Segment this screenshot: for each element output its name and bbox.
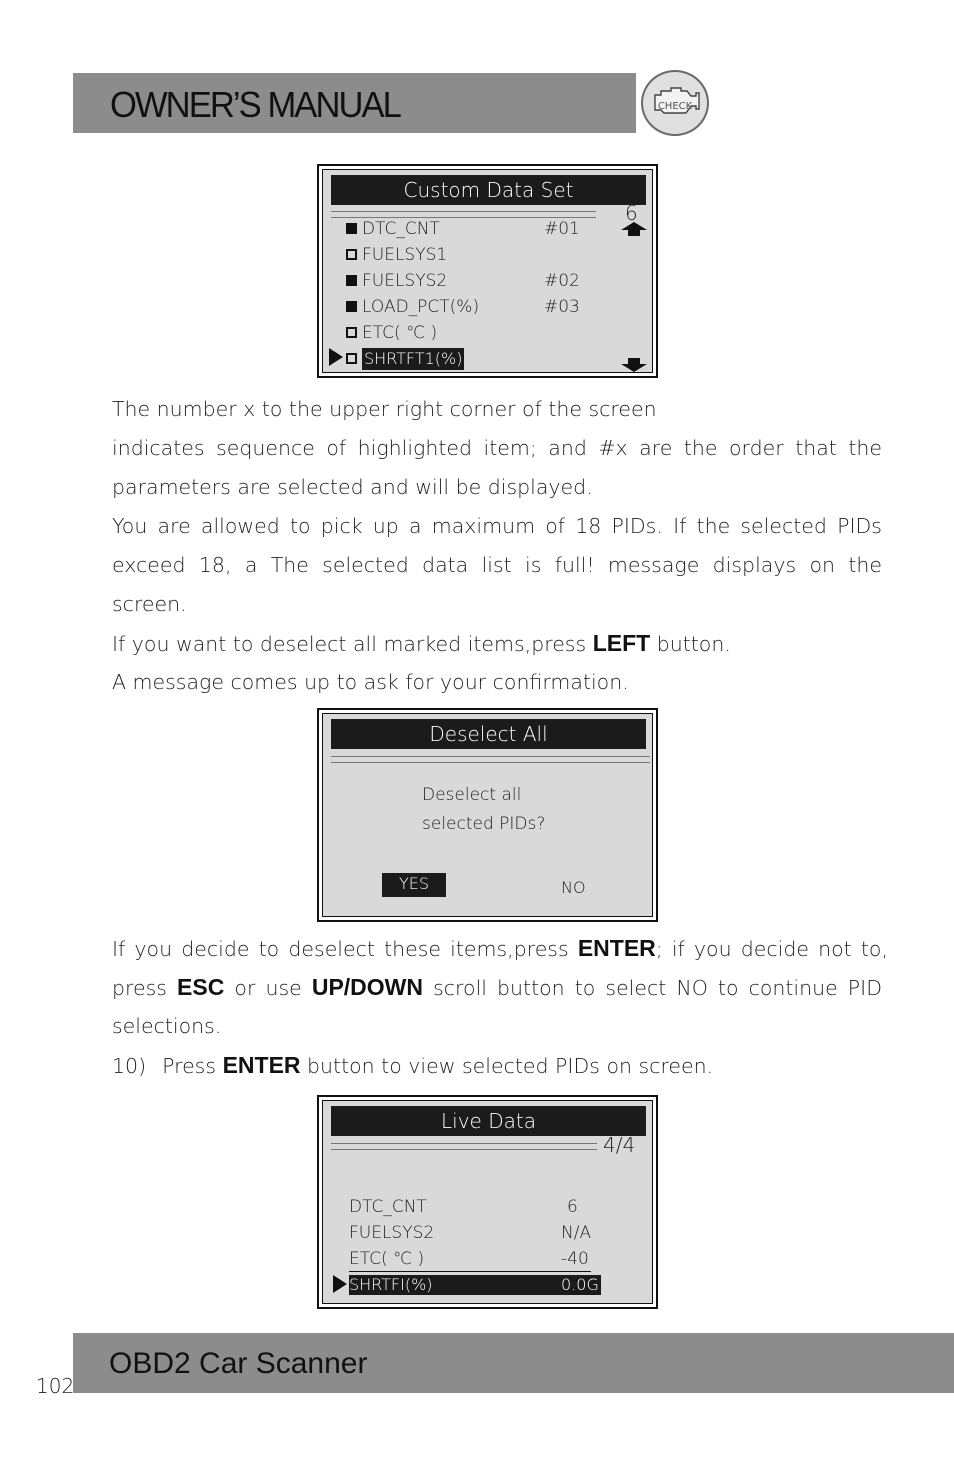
manual-title: OWNER’S MANUAL [110, 84, 400, 125]
unselected-checkbox[interactable] [346, 353, 357, 364]
enter-button-name: ENTER [222, 1052, 301, 1078]
selected-checkbox[interactable] [346, 301, 357, 312]
screen-display [322, 713, 653, 917]
custom-data-set-screen [317, 164, 658, 378]
logo-text: CHECK [657, 101, 693, 112]
pid-value: 0.0G [561, 1275, 599, 1294]
pid-order: #01 [544, 219, 580, 239]
confirm-message: Deselect all [422, 785, 522, 805]
deselect-all-screen [317, 708, 658, 922]
text-line: If you decide to deselect these items,press ENTER; if you decide not to, [112, 935, 888, 961]
text-line: press ESC or use UP/DOWN scroll button to select NO to continue PID [112, 974, 882, 1000]
row-underline [349, 1271, 591, 1272]
pid-label: FUELSYS2 [349, 1223, 435, 1243]
pid-value: 6 [567, 1197, 578, 1217]
esc-button-name: ESC [177, 974, 225, 1000]
pid-value: N/A [561, 1223, 592, 1243]
pid-order: #02 [544, 271, 580, 291]
page-indicator: 4/4 [603, 1133, 636, 1157]
selected-checkbox[interactable] [346, 223, 357, 234]
highlighted-pid-label[interactable]: SHRTFT1(%) [364, 349, 463, 368]
separator [331, 1143, 597, 1150]
live-data-screen [317, 1095, 658, 1309]
unselected-checkbox[interactable] [346, 327, 357, 338]
check-engine-logo [641, 70, 709, 136]
instructions-paragraph-2 [112, 929, 888, 1085]
pid-label: FUELSYS1 [362, 245, 448, 265]
text-line: exceed 18, a The selected data list is full! message displays on the [112, 553, 882, 577]
pid-order: #03 [544, 297, 580, 317]
step-number: 10) [112, 1054, 147, 1078]
text-line: You are allowed to pick up a maximum of 18 PIDs. If the selected PIDs [112, 514, 882, 538]
engine-icon [646, 75, 704, 131]
text-line: selections. [112, 1014, 222, 1038]
unselected-checkbox[interactable] [346, 249, 357, 260]
instructions-paragraph-1 [112, 390, 882, 702]
screen-title: Deselect All [331, 719, 646, 749]
cursor-arrow-icon [333, 1275, 347, 1293]
separator [331, 211, 596, 218]
screen-display [322, 1100, 653, 1304]
pid-label: ETC( ℃ ) [362, 323, 438, 343]
page-number: 102 [36, 1374, 75, 1398]
text-line: screen. [112, 592, 187, 616]
text-line: indicates sequence of highlighted item; and #x are the order that the [112, 436, 882, 460]
screen-title: Live Data [331, 1106, 646, 1136]
yes-button[interactable]: YES [382, 873, 446, 897]
pid-label: DTC_CNT [362, 219, 440, 239]
pid-value: -40 [561, 1249, 589, 1269]
text-line: 10) Press ENTER button to view selected PIDs on screen. [112, 1052, 714, 1078]
product-name: OBD2 Car Scanner [109, 1347, 368, 1380]
pid-label: DTC_CNT [349, 1197, 427, 1217]
text-line: A message comes up to ask for your confirmation. [112, 670, 629, 694]
selected-checkbox[interactable] [346, 275, 357, 286]
pid-label: ETC( ℃ ) [349, 1249, 425, 1269]
scroll-up-arrow-icon[interactable] [621, 222, 647, 236]
pid-label: SHRTFI(%) [349, 1275, 433, 1294]
page-indicator: 6 [625, 201, 638, 225]
pid-label: LOAD_PCT(%) [362, 297, 480, 317]
no-button[interactable]: NO [561, 878, 586, 897]
cursor-arrow-icon [329, 348, 343, 366]
pid-label: FUELSYS2 [362, 271, 448, 291]
text-line: parameters are selected and will be displayed. [112, 475, 593, 499]
scroll-down-arrow-icon[interactable] [621, 358, 647, 372]
text-line: If you want to deselect all marked items,press LEFT button. [112, 630, 731, 656]
text-line: The number x to the upper right corner of the screen [112, 397, 657, 421]
left-button-name: LEFT [592, 630, 651, 656]
confirm-message: selected PIDs? [422, 814, 546, 834]
enter-button-name: ENTER [577, 935, 656, 961]
up-down-button-name: UP/DOWN [311, 974, 424, 1000]
screen-title: Custom Data Set [331, 175, 646, 205]
screen-display [322, 169, 653, 373]
separator [331, 756, 650, 763]
